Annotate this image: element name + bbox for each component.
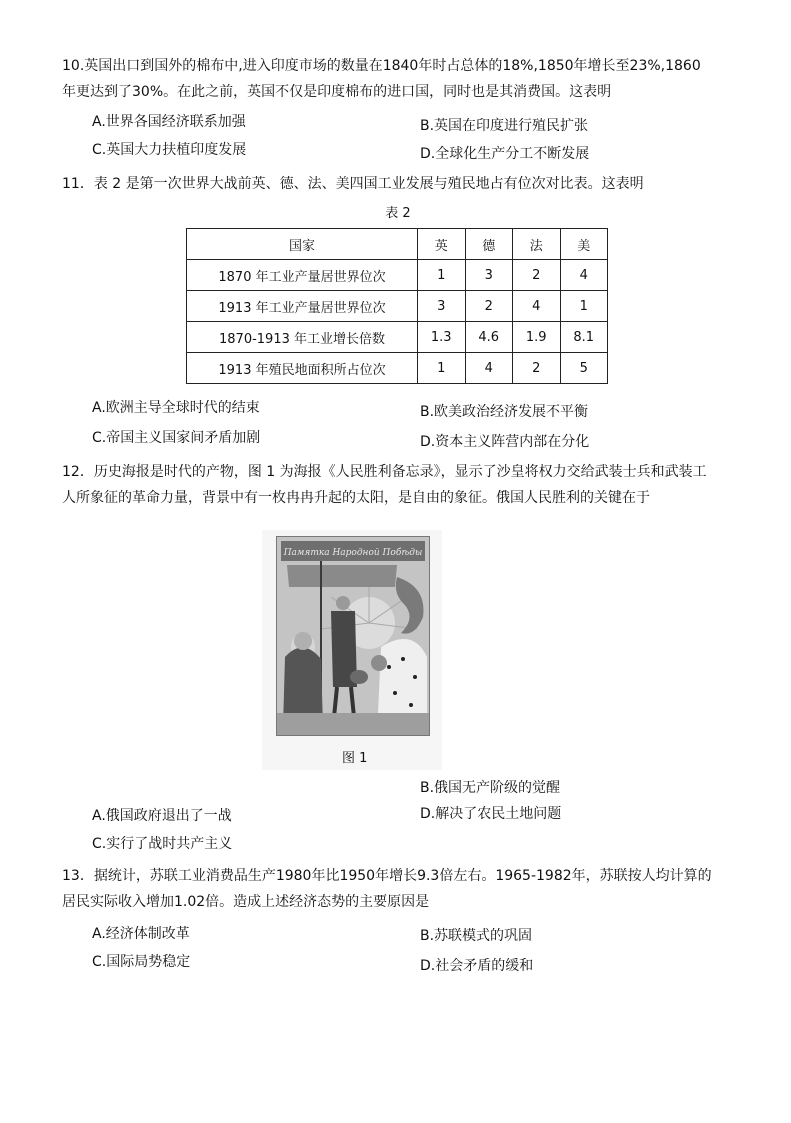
q13-option-b[interactable]: B.苏联模式的巩固: [420, 928, 533, 944]
table-cell: 2: [513, 353, 561, 384]
q10-option-d[interactable]: D.全球化生产分工不断发展: [420, 146, 590, 162]
table-cell: 1: [560, 291, 608, 322]
q13-option-d[interactable]: D.社会矛盾的缓和: [420, 958, 534, 974]
table-row: [187, 260, 608, 291]
table-cell: 1870 年工业产量居世界位次: [187, 260, 418, 291]
q10-option-a[interactable]: A.世界各国经济联系加强: [92, 114, 246, 130]
table-cell: 4: [465, 353, 513, 384]
table-cell: 4.6: [465, 322, 513, 353]
table-cell: 2: [513, 260, 561, 291]
table-caption: 表 2: [385, 206, 411, 221]
q12-option-c[interactable]: C.实行了战时共产主义: [92, 836, 233, 852]
q13-stem-line2: 居民实际收入增加1.02倍。造成上述经济态势的主要原因是: [62, 894, 430, 910]
q13-option-a[interactable]: A.经济体制改革: [92, 926, 190, 942]
table-header-row: [187, 229, 608, 260]
q11-option-c[interactable]: C.帝国主义国家间矛盾加剧: [92, 430, 261, 446]
poster-image: [276, 536, 430, 736]
q12-stem-line1: 12．历史海报是时代的产物，图 1 为海报《人民胜利备忘录》，显示了沙皇将权力交给武装士兵和武装工: [62, 464, 707, 480]
table-header-cell: 法: [513, 229, 561, 260]
table-row: [187, 353, 608, 384]
table-cell: 1: [418, 353, 466, 384]
poster-illustration: [277, 537, 429, 735]
q10-stem-line1: 10.英国出口到国外的棉布中,进入印度市场的数量在1840年时占总体的18%,1850年增长至23%,1860: [62, 58, 701, 74]
table-header-cell: 英: [418, 229, 466, 260]
table-cell: 1913 年殖民地面积所占位次: [187, 353, 418, 384]
table-cell: 2: [465, 291, 513, 322]
table-header-cell: 德: [465, 229, 513, 260]
table-row: [187, 291, 608, 322]
figure-caption: 图 1: [342, 751, 368, 766]
q11-option-b[interactable]: B.欧美政治经济发展不平衡: [420, 404, 589, 420]
q11-option-a[interactable]: A.欧洲主导全球时代的结束: [92, 400, 260, 416]
table-cell: 4: [513, 291, 561, 322]
q10-option-b[interactable]: B.英国在印度进行殖民扩张: [420, 118, 589, 134]
q12-option-b[interactable]: B.俄国无产阶级的觉醒: [420, 780, 561, 796]
q10-stem-line2: 年更达到了30%。在此之前，英国不仅是印度棉布的进口国，同时也是其消费国。这表明: [62, 84, 612, 100]
q13-stem-line1: 13．据统计，苏联工业消费品生产1980年比1950年增长9.3倍左右。1965-1982年，苏联按人均计算的: [62, 868, 712, 884]
table-cell: 3: [465, 260, 513, 291]
comparison-table: [186, 228, 608, 384]
table-cell: 5: [560, 353, 608, 384]
table-cell: 1.3: [418, 322, 466, 353]
poster-title: Памятка Народной Побѣды: [283, 548, 423, 558]
table-cell: 3: [418, 291, 466, 322]
q12-option-a[interactable]: A.俄国政府退出了一战: [92, 808, 232, 824]
table-row: [187, 322, 608, 353]
q10-option-c[interactable]: C.英国大力扶植印度发展: [92, 142, 247, 158]
table-cell: 1.9: [513, 322, 561, 353]
table-cell: 8.1: [560, 322, 608, 353]
q12-stem-line2: 人所象征的革命力量，背景中有一枚冉冉升起的太阳，是自由的象征。俄国人民胜利的关键在于: [62, 490, 650, 506]
table-cell: 1: [418, 260, 466, 291]
q13-option-c[interactable]: C.国际局势稳定: [92, 954, 191, 970]
table-cell: 1870-1913 年工业增长倍数: [187, 322, 418, 353]
q12-option-d[interactable]: D.解决了农民土地问题: [420, 806, 562, 822]
q11-stem-line1: 11．表 2 是第一次世界大战前英、德、法、美四国工业发展与殖民地占有位次对比表。这表明: [62, 176, 644, 192]
table-header-cell: 国家: [187, 229, 418, 260]
table-header-cell: 美: [560, 229, 608, 260]
table-cell: 1913 年工业产量居世界位次: [187, 291, 418, 322]
table-cell: 4: [560, 260, 608, 291]
q11-option-d[interactable]: D.资本主义阵营内部在分化: [420, 434, 590, 450]
